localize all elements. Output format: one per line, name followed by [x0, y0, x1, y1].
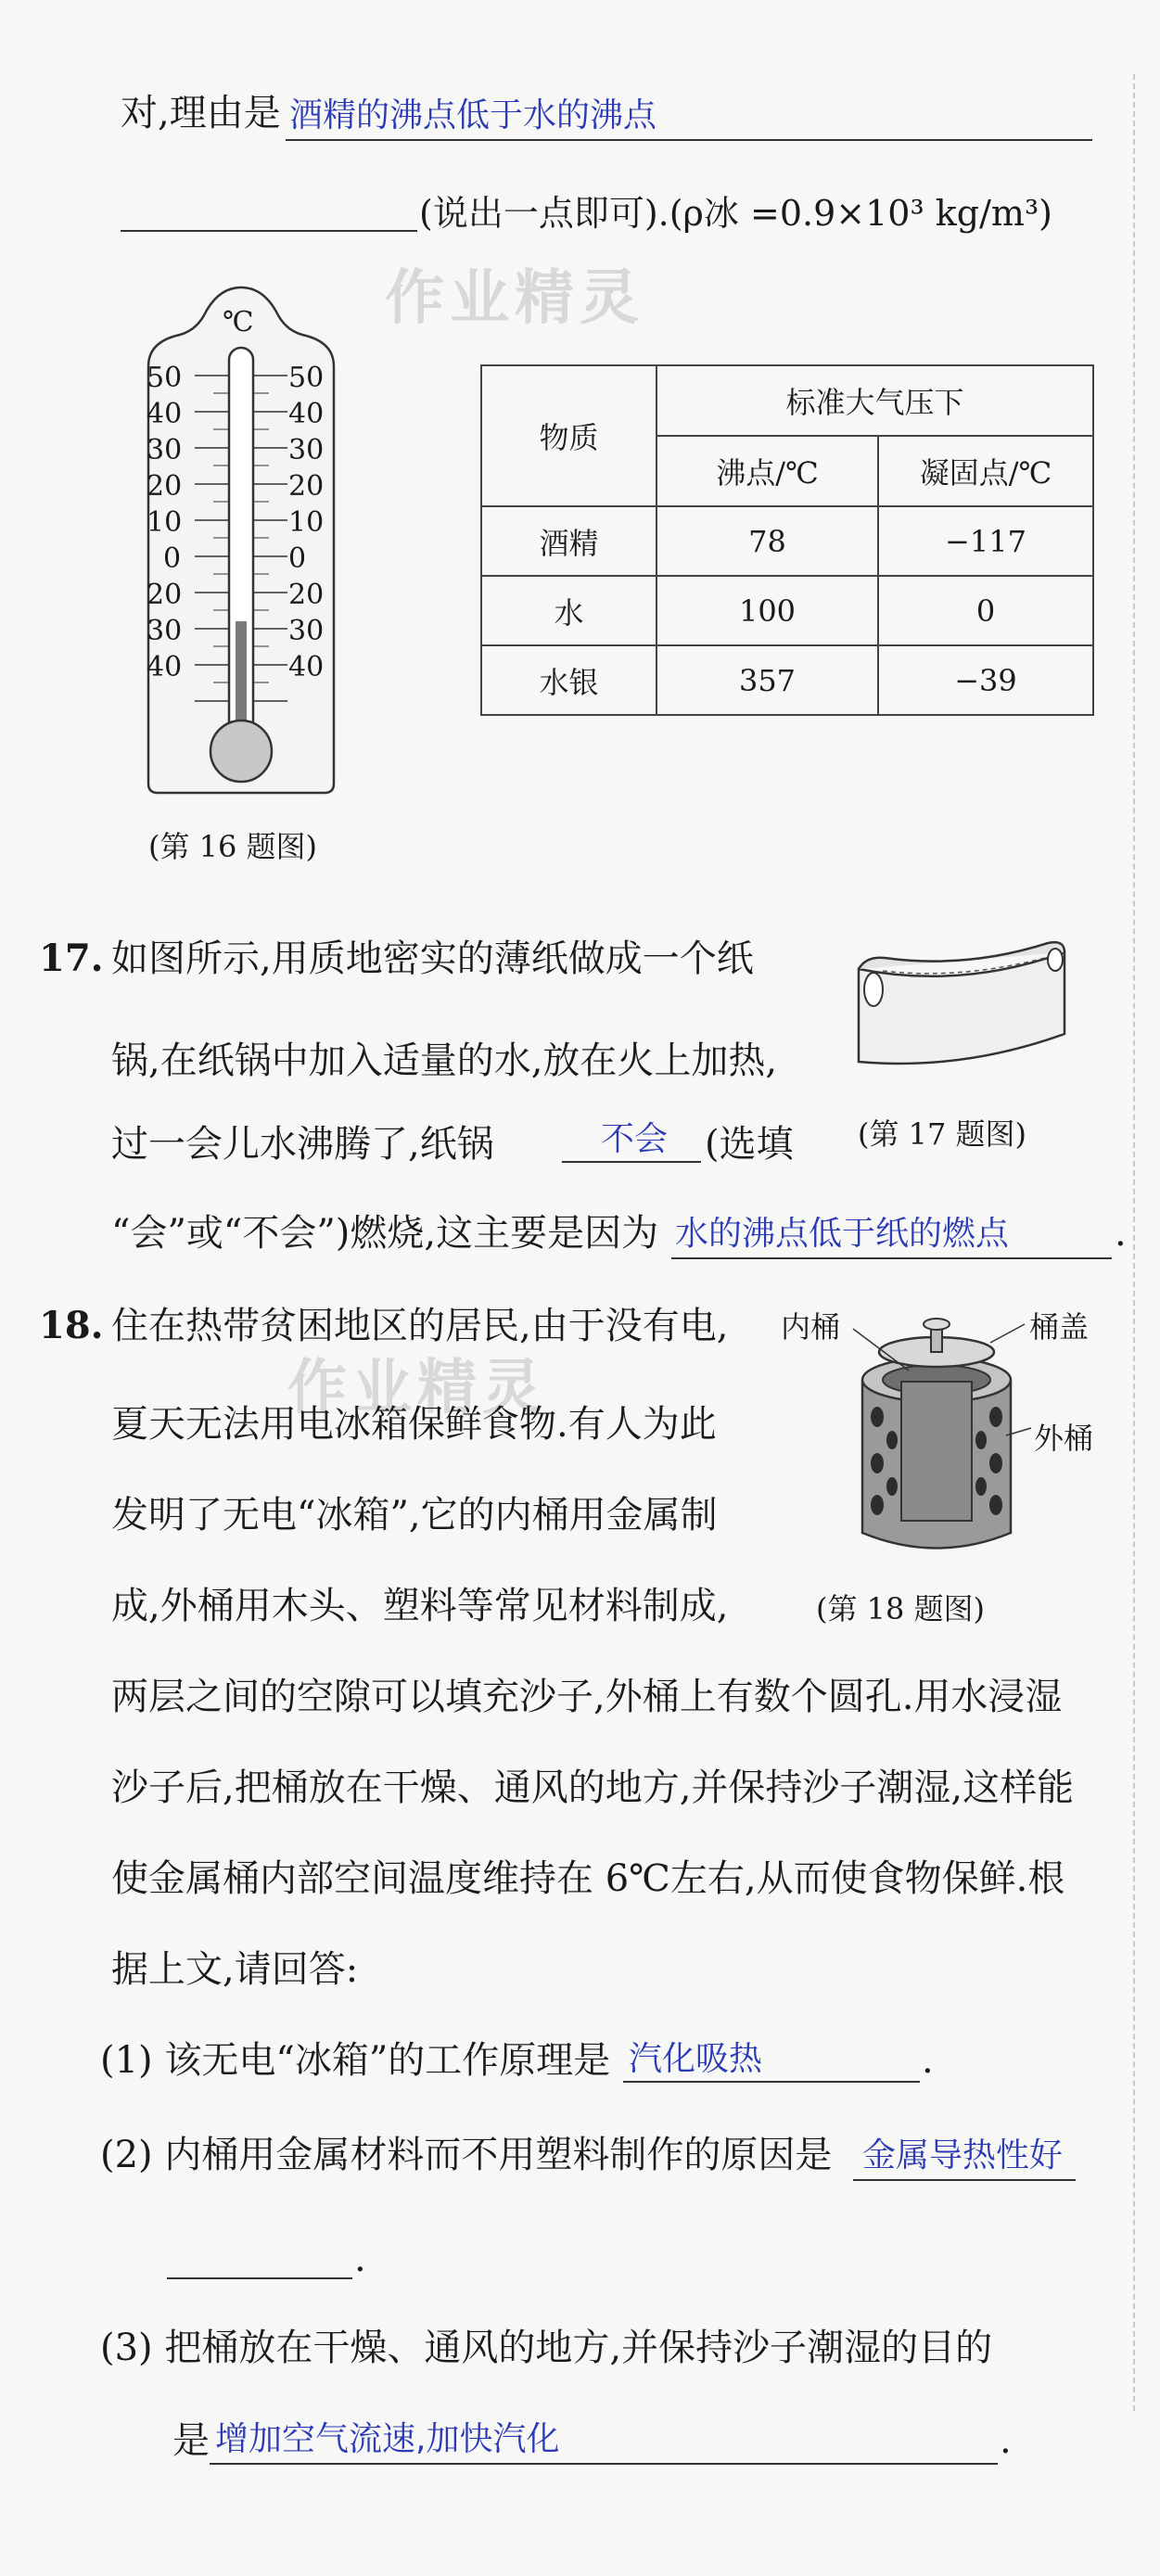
cell-boiling: 100: [656, 576, 878, 645]
substance-table: [480, 364, 1094, 716]
watermark: 作业精灵: [287, 1354, 547, 1422]
label-lid: 桶盖: [1029, 1309, 1090, 1345]
q17-line2: 锅,在纸锅中加入适量的水,放在火上加热,: [111, 1039, 778, 1082]
cooler-figure: [835, 1315, 1039, 1565]
q18-sub3-blank: [210, 2463, 998, 2465]
table-row: [481, 506, 1093, 576]
q16-reason-blank: [286, 139, 1092, 141]
cell-substance: 酒精: [481, 506, 656, 576]
q18-sub1-blank: [623, 2081, 920, 2083]
q16-reason-prefix: 对,理由是: [121, 92, 281, 134]
q16-reason-blank-2: [121, 230, 417, 232]
q18-line3: 发明了无电“冰箱”,它的内桶用金属制: [111, 1494, 718, 1537]
cell-freezing: 0: [878, 576, 1093, 645]
tick-label: 30: [147, 434, 183, 466]
q18-line5: 两层之间的空隙可以填充沙子,外桶上有数个圆孔.用水浸湿: [111, 1676, 1063, 1718]
q18-number: 18.: [39, 1304, 104, 1347]
q17-line4-prefix: “会”或“不会”)燃烧,这主要是因为: [111, 1212, 659, 1255]
tick-label: 10: [288, 506, 325, 539]
tick-label: 50: [147, 362, 183, 394]
q18-sub1-answer: 汽化吸热: [629, 2040, 763, 2078]
cell-substance: 水: [481, 576, 656, 645]
cell-boiling: 78: [656, 506, 878, 576]
q18-sub2-blank: [853, 2179, 1076, 2181]
q18-sub1-prefix: (1) 该无电“冰箱”的工作原理是: [100, 2039, 611, 2082]
q17-line3-prefix: 过一会儿水沸腾了,纸锅: [111, 1123, 494, 1166]
tick-label: 40: [147, 651, 183, 683]
q17-answer1: 不会: [601, 1120, 669, 1158]
label-outer-bucket: 外桶: [1034, 1421, 1094, 1456]
thermometer-unit: ℃: [223, 306, 254, 338]
tick-label: 40: [147, 398, 183, 430]
tick-label: 40: [288, 398, 325, 430]
q18-sub2-prefix: (2) 内桶用金属材料而不用塑料制作的原因是: [100, 2134, 833, 2176]
q17-number: 17.: [39, 937, 104, 980]
q17-line4-end: .: [1115, 1212, 1127, 1255]
q18-line1: 住在热带贫困地区的居民,由于没有电,: [111, 1305, 729, 1347]
q18-caption: (第 18 题图): [816, 1591, 986, 1626]
tick-label: 0: [288, 542, 307, 575]
q17-line1: 如图所示,用质地密实的薄纸做成一个纸: [111, 937, 754, 980]
tick-label: 30: [288, 615, 325, 647]
watermark: 作业精灵: [385, 264, 644, 333]
table-row: [481, 645, 1093, 715]
q16-hint: (说出一点即可).(ρ冰 =0.9×10³ kg/m³): [419, 193, 1052, 234]
header-freezing: 凝固点/℃: [878, 436, 1093, 506]
thermometer-left-scale: [147, 360, 189, 685]
tick-label: 20: [288, 579, 325, 611]
tick-label: 20: [288, 470, 325, 503]
tick-label: 40: [288, 651, 325, 683]
tick-label: 20: [147, 579, 183, 611]
q17-blank2: [671, 1257, 1112, 1259]
q16-reason-answer: 酒精的沸点低于水的沸点: [289, 96, 657, 134]
thermometer-right-scale: [288, 360, 331, 685]
cell-freezing: −39: [878, 645, 1093, 715]
tick-label: 30: [147, 615, 183, 647]
q18-sub3-end: .: [1000, 2419, 1012, 2462]
tick-label: 50: [288, 362, 325, 394]
q18-line4: 成,外桶用木头、塑料等常见材料制成,: [111, 1585, 729, 1627]
q18-sub3-prefix: 是: [172, 2419, 210, 2462]
q16-caption: (第 16 题图): [148, 829, 318, 864]
tick-label: 30: [288, 434, 325, 466]
cell-boiling: 357: [656, 645, 878, 715]
q18-sub2-answer: 金属导热性好: [862, 2136, 1064, 2174]
table-row: [481, 576, 1093, 645]
tick-label: 0: [163, 542, 182, 575]
q18-line7: 使金属桶内部空间温度维持在 6℃左右,从而使食物保鲜.根: [111, 1857, 1065, 1900]
q17-line3-suffix: (选填: [705, 1123, 794, 1166]
q17-answer2: 水的沸点低于纸的燃点: [675, 1215, 1010, 1253]
tick-label: 20: [147, 470, 183, 503]
q18-line2: 夏天无法用电冰箱保鲜食物.有人为此: [111, 1403, 717, 1446]
paper-pot-figure: [846, 932, 1077, 1080]
q18-line8: 据上文,请回答:: [111, 1948, 359, 1991]
page-edge-divider: [1133, 74, 1135, 2411]
q18-sub3-line1: (3) 把桶放在干燥、通风的地方,并保持沙子潮湿的目的: [100, 2327, 993, 2369]
header-boiling: 沸点/℃: [656, 436, 878, 506]
tick-label: 10: [147, 506, 183, 539]
q18-sub1-end: .: [922, 2039, 934, 2082]
header-substance: 物质: [481, 365, 656, 506]
q17-blank1: [562, 1161, 701, 1163]
q17-caption: (第 17 题图): [858, 1116, 1027, 1152]
q18-sub2-blank-2: [167, 2277, 352, 2279]
label-inner-bucket: 内桶: [781, 1309, 841, 1345]
cell-substance: 水银: [481, 645, 656, 715]
q18-line6: 沙子后,把桶放在干燥、通风的地方,并保持沙子潮湿,这样能: [111, 1766, 1075, 1809]
cell-freezing: −117: [878, 506, 1093, 576]
header-condition: 标准大气压下: [656, 365, 1093, 436]
q18-sub3-answer: 增加空气流速,加快汽化: [215, 2420, 560, 2458]
q18-sub2-end: .: [354, 2238, 366, 2280]
